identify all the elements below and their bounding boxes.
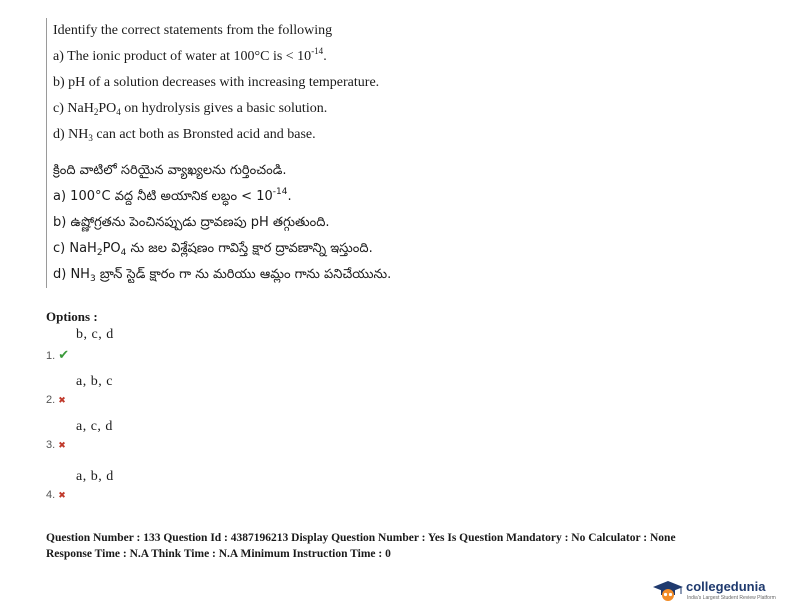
- option-number: 4. ✖: [46, 489, 66, 501]
- option-text: a, b, d: [76, 469, 114, 484]
- question-box: [46, 18, 747, 288]
- statement-d-te: d) $NH_3$ బ్రాన్ స్టెడ్ క్షారం గా ను మరియు ఆమ్లం గాను పనిచేయును.: [53, 267, 392, 284]
- option-number: 3. ✖: [46, 439, 66, 451]
- option-number: 1. ✔: [46, 347, 70, 362]
- option-2[interactable]: [46, 374, 246, 414]
- meta-line-2: Response Time : N.A Think Time : N.A Minimum Instruction Time : 0: [46, 548, 391, 560]
- option-1[interactable]: [46, 327, 246, 367]
- statement-d-en: d) $NH_3$ can act both as Bronsted acid and base.: [53, 127, 316, 143]
- statement-b-te: b) ఉష్ణోగ్రతను పెంచినప్పుడు ద్రావణపు pH తగ్గుతుంది.: [53, 215, 330, 230]
- logo-name: collegedunia: [686, 579, 766, 594]
- graduation-cap-icon: [652, 580, 684, 602]
- cross-icon: ✖: [58, 490, 66, 500]
- statement-b-en: b) pH of a solution decreases with increasing temperature.: [53, 75, 380, 90]
- cross-icon: ✖: [58, 395, 66, 405]
- option-number: 2. ✖: [46, 394, 66, 406]
- option-text: b, c, d: [76, 327, 114, 342]
- option-text: a, b, c: [76, 374, 113, 389]
- option-text: a, c, d: [76, 419, 113, 434]
- collegedunia-logo: [652, 578, 788, 604]
- check-icon: ✔: [58, 347, 70, 362]
- statement-a-te: a) 100°C వద్ద నీటి అయానిక లబ్ధం < $10^{-14}$.: [53, 187, 292, 204]
- question-meta: [46, 530, 676, 562]
- statement-a-en: a) The ionic product of water at 100°C is < $10^{-14}$.: [53, 46, 327, 64]
- options-label: Options :: [46, 309, 98, 324]
- option-3[interactable]: [46, 419, 246, 459]
- statement-c-en: c) $NaH_2PO_4$ on hydrolysis gives a basic solution.: [53, 101, 328, 117]
- meta-line-1: Question Number : 133 Question Id : 4387196213 Display Question Number : Yes Is Question Mandatory : No Calculator : None: [46, 532, 676, 544]
- option-4[interactable]: [46, 469, 246, 509]
- logo-tagline: India's Largest Student Review Platform: [687, 595, 776, 601]
- question-prompt-en: Identify the correct statements from the following: [53, 23, 333, 38]
- statement-c-te: c) $NaH_2PO_4$ ను జల విశ్లేషణం గావిస్తే క్షార ద్రావణాన్ని ఇస్తుంది.: [53, 241, 373, 258]
- question-prompt-te: క్రింది వాటిలో సరియైన వ్యాఖ్యలను గుర్తించండి.: [53, 163, 287, 178]
- cross-icon: ✖: [58, 440, 66, 450]
